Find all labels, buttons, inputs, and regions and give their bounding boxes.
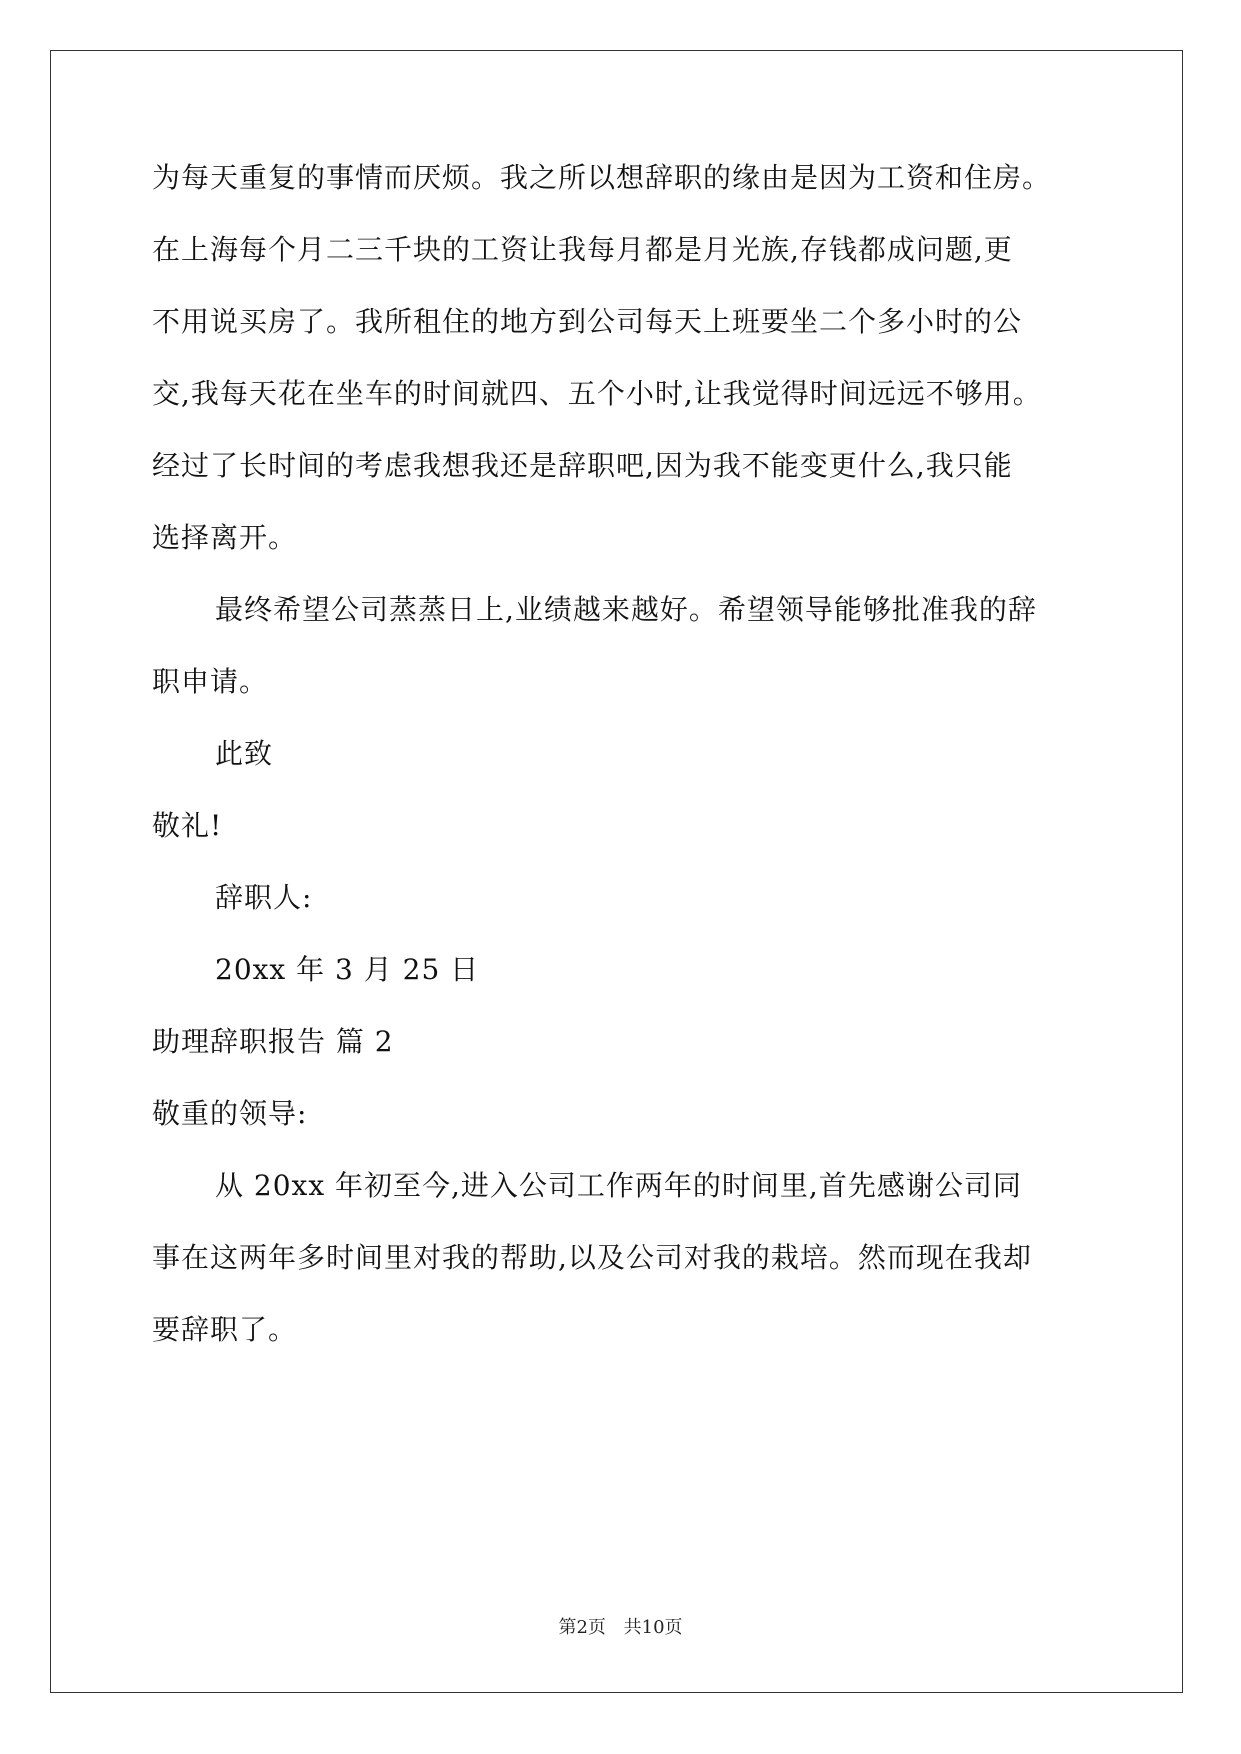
page-border	[50, 50, 1183, 1693]
paragraph-line: 经过了长时间的考虑我想我还是辞职吧,因为我不能变更什么,我只能	[152, 449, 1013, 482]
paragraph-line: 从 20xx 年初至今,进入公司工作两年的时间里,首先感谢公司同	[215, 1169, 1022, 1202]
paragraph-line: 不用说买房了。我所租住的地方到公司每天上班要坐二个多小时的公	[152, 305, 1023, 338]
paragraph-line: 最终希望公司蒸蒸日上,业绩越来越好。希望领导能够批准我的辞	[215, 593, 1037, 626]
closing-regards: 敬礼!	[152, 809, 223, 842]
date-line: 20xx 年 3 月 25 日	[215, 953, 480, 986]
signature-label: 辞职人:	[215, 881, 313, 914]
paragraph-line: 为每天重复的事情而厌烦。我之所以想辞职的缘由是因为工资和住房。	[152, 161, 1052, 194]
paragraph-line: 职申请。	[152, 665, 269, 698]
page-number-current: 第2页	[558, 1617, 606, 1638]
paragraph-line: 选择离开。	[152, 521, 298, 554]
paragraph-line: 事在这两年多时间里对我的帮助,以及公司对我的栽培。然而现在我却	[152, 1241, 1032, 1274]
closing-salutation: 此致	[215, 737, 274, 770]
paragraph-line: 要辞职了。	[152, 1313, 298, 1346]
paragraph-line: 在上海每个月二三千块的工资让我每月都是月光族,存钱都成问题,更	[152, 233, 1013, 266]
section-heading: 助理辞职报告 篇 2	[152, 1025, 394, 1058]
page-number-total: 共10页	[623, 1617, 683, 1638]
paragraph-line: 交,我每天花在坐车的时间就四、五个小时,让我觉得时间远远不够用。	[152, 377, 1042, 410]
page-footer	[0, 1616, 1241, 1640]
greeting: 敬重的领导:	[152, 1097, 308, 1130]
